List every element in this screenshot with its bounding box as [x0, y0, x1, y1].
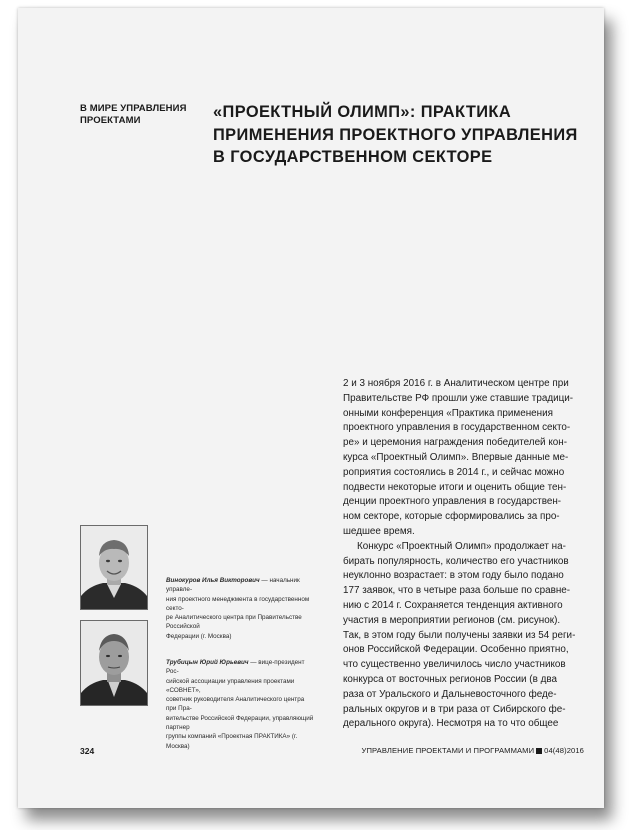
- author-photo-trubitsyn: [80, 620, 148, 706]
- author-caption-trubitsyn: [166, 658, 314, 751]
- article-paragraph: Конкурс «Проектный Олимп» продолжает на- бирать популярность, количество его участников неуклонно возрастает: в этом году было подано 177 заявок, что в четыре раза больше по сравне- нию с 2014 г. Сохраняется тенденция активного участия в мероприятии регионов (см. рисунок). Так, в этом году были получены заявки из 54 реги- онов Российской Федерации. Особенно приятно, что существенно увеличилось число участников конкурса от восточных регионов России (в два раза от Уральского и Дальневосточного феде- ральных округов и в три раза от Сибирского фе- дерального округа). Несмотря на то что общее: [343, 540, 576, 730]
- author-description: — вице-президент Рос- сийской ассоциации управления проектами «СОВНЕТ», советник руководителя Аналитического центра при Пра- вительстве Российской Федерации, управляющий партнер группы компаний «Проектная ПРАКТИКА» (г. Москва): [166, 659, 314, 750]
- author-name: Трубицын Юрий Юрьевич: [166, 659, 249, 666]
- portrait-image: [81, 621, 147, 705]
- article-body: [343, 377, 583, 732]
- portrait-image: [81, 526, 147, 609]
- author-description: — начальник управле- ния проектного менеджмента в государственном секто- ре Аналитического центра при Правительстве Российской Федерации (г. Москва): [166, 577, 310, 640]
- section-label: В МИРЕ УПРАВЛЕНИЯ ПРОЕКТАМИ: [80, 103, 187, 126]
- author-name: Винокуров Илья Викторович: [166, 577, 260, 584]
- author-caption-vinokurov: [166, 576, 314, 641]
- journal-footer: [362, 746, 584, 755]
- article-title: «ПРОЕКТНЫЙ ОЛИМП»: ПРАКТИКА ПРИМЕНЕНИЯ ПРОЕКТНОГО УПРАВЛЕНИЯ В ГОСУДАРСТВЕННОМ СЕКТОРЕ: [213, 103, 578, 166]
- separator-square-icon: [536, 748, 542, 754]
- page-number: 324: [80, 746, 95, 756]
- article-paragraph: 2 и 3 ноября 2016 г. в Аналитическом центре при Правительстве РФ прошли уже ставшие традици- онными конференция «Практика применения проектного управления в государственном секто- ре» и церемония награждения победителей кон- курса «Проектный Олимп». Впервые данные ме- роприятия состоялись в 2014 г., и сейчас можно подвести некоторые итоги и оценить общие тен- денции проектного управления в государствен- ном секторе, которые сформировались за про- шедшее время.: [343, 378, 574, 537]
- journal-issue: 04(48)2016: [544, 746, 584, 755]
- journal-name: УПРАВЛЕНИЕ ПРОЕКТАМИ И ПРОГРАММАМИ: [361, 746, 535, 755]
- author-photo-vinokurov: [80, 525, 148, 610]
